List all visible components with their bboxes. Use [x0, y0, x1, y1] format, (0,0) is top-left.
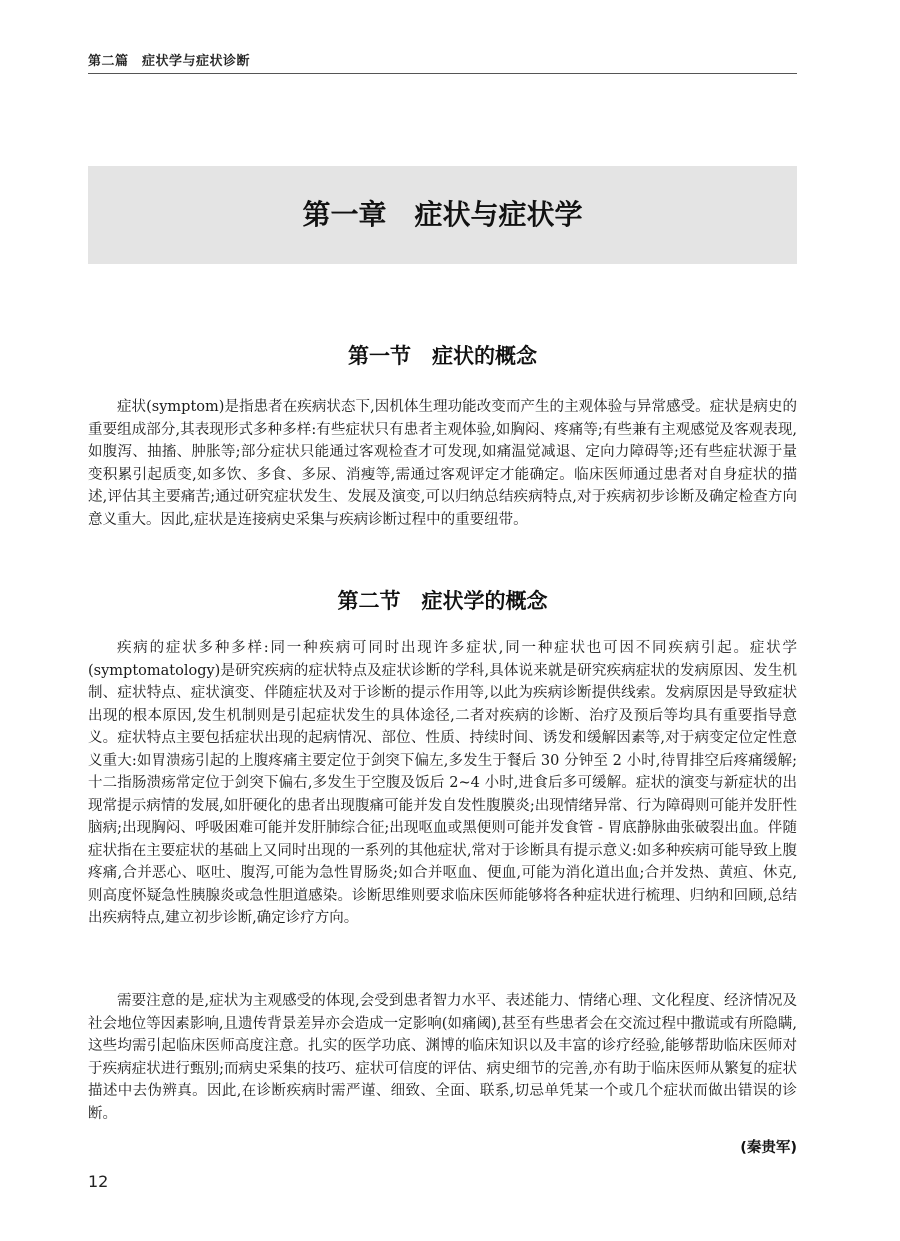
chapter-banner — [88, 166, 797, 264]
header-divider — [88, 73, 797, 74]
section-2-title: 第二节 症状学的概念 — [337, 588, 548, 613]
page-number: 12 — [88, 1172, 109, 1191]
section-1-title: 第一节 症状的概念 — [348, 343, 537, 368]
section-1-paragraph-1: 症状(symptom)是指患者在疾病状态下,因机体生理功能改变而产生的主观体验与异常感受。症状是病史的重要组成部分,其表现形式多种多样:有些症状只有患者主观体验,如胸闷、疼痛等;有些兼有主观感觉及客观表现,如腹泻、抽搐、肿胀等;部分症状只能通过客观检查才可发现,如痛温觉减退、定向力障碍等;还有些症状源于量变积累引起质变,如多饮、多食、多尿、消瘦等,需通过客观评定才能确定。临床医师通过患者对自身症状的描述,评估其主要痛苦;通过研究症状发生、发展及演变,可以归纳总结疾病特点,对于疾病初步诊断及确定检查方向意义重大。因此,症状是连接病史采集与疾病诊断过程中的重要纽带。 — [88, 399, 797, 528]
author-signature: (秦贵军) — [740, 1140, 797, 1156]
chapter-title: 第一章 症状与症状学 — [302, 198, 583, 231]
section-2-paragraph-2: 需要注意的是,症状为主观感受的体现,会受到患者智力水平、表述能力、情绪心理、文化程度、经济情况及社会地位等因素影响,且遗传背景差异亦会造成一定影响(如痛阈),甚至有些患者会在交流过程中撒谎或有所隐瞒,这些均需引起临床医师高度注意。扎实的医学功底、渊博的临床知识以及丰富的诊疗经验,能够帮助临床医师对于疾病症状进行甄别;而病史采集的技巧、症状可信度的评估、病史细节的完善,亦有助于临床医师从繁复的症状描述中去伪辨真。因此,在诊断疾病时需严谨、细致、全面、联系,切忌单凭某一个或几个症状而做出错误的诊断。 — [88, 993, 797, 1122]
section-2-paragraph-1: 疾病的症状多种多样:同一种疾病可同时出现许多症状,同一种症状也可因不同疾病引起。症状学(symptomatology)是研究疾病的症状特点及症状诊断的学科,具体说来就是研究疾病症状的发病原因、发生机制、症状特点、症状演变、伴随症状及对于诊断的提示作用等,以此为疾病诊断提供线索。发病原因是导致症状出现的根本原因,发生机制则是引起症状发生的具体途径,二者对疾病的诊断、治疗及预后等均具有重要指导意义。症状特点主要包括症状出现的起病情况、部位、性质、持续时间、诱发和缓解因素等,对于病变定位定性意义重大:如胃溃疡引起的上腹疼痛主要定位于剑突下偏左,多发生于餐后 30 分钟至 2 小时,待胃排空后疼痛缓解;十二指肠溃疡常定位于剑突下偏右,多发生于空腹及饭后 2~4 小时,进食后多可缓解。症状的演变与新症状的出现常提示病情的发展,如肝硬化的患者出现腹痛可能并发自发性腹膜炎;出现情绪异常、行为障碍则可能并发肝性脑病;出现胸闷、呼吸困难可能并发肝肺综合征;出现呕血或黑便则可能并发食管 - 胃底静脉曲张破裂出血。伴随症状指在主要症状的基础上又同时出现的一系列的其他症状,常对于诊断具有提示意义:如多种疾病可能导致上腹疼痛,合并恶心、呕吐、腹泻,可能为急性胃肠炎;如合并呕血、便血,可能为消化道出血;合并发热、黄疸、休克,则高度怀疑急性胰腺炎或急性胆道感染。诊断思维则要求临床医师能够将各种症状进行梳理、归纳和回顾,总结出疾病特点,建立初步诊断,确定诊疗方向。 — [88, 640, 797, 926]
running-header: 第二篇 症状学与症状诊断 — [88, 54, 251, 69]
